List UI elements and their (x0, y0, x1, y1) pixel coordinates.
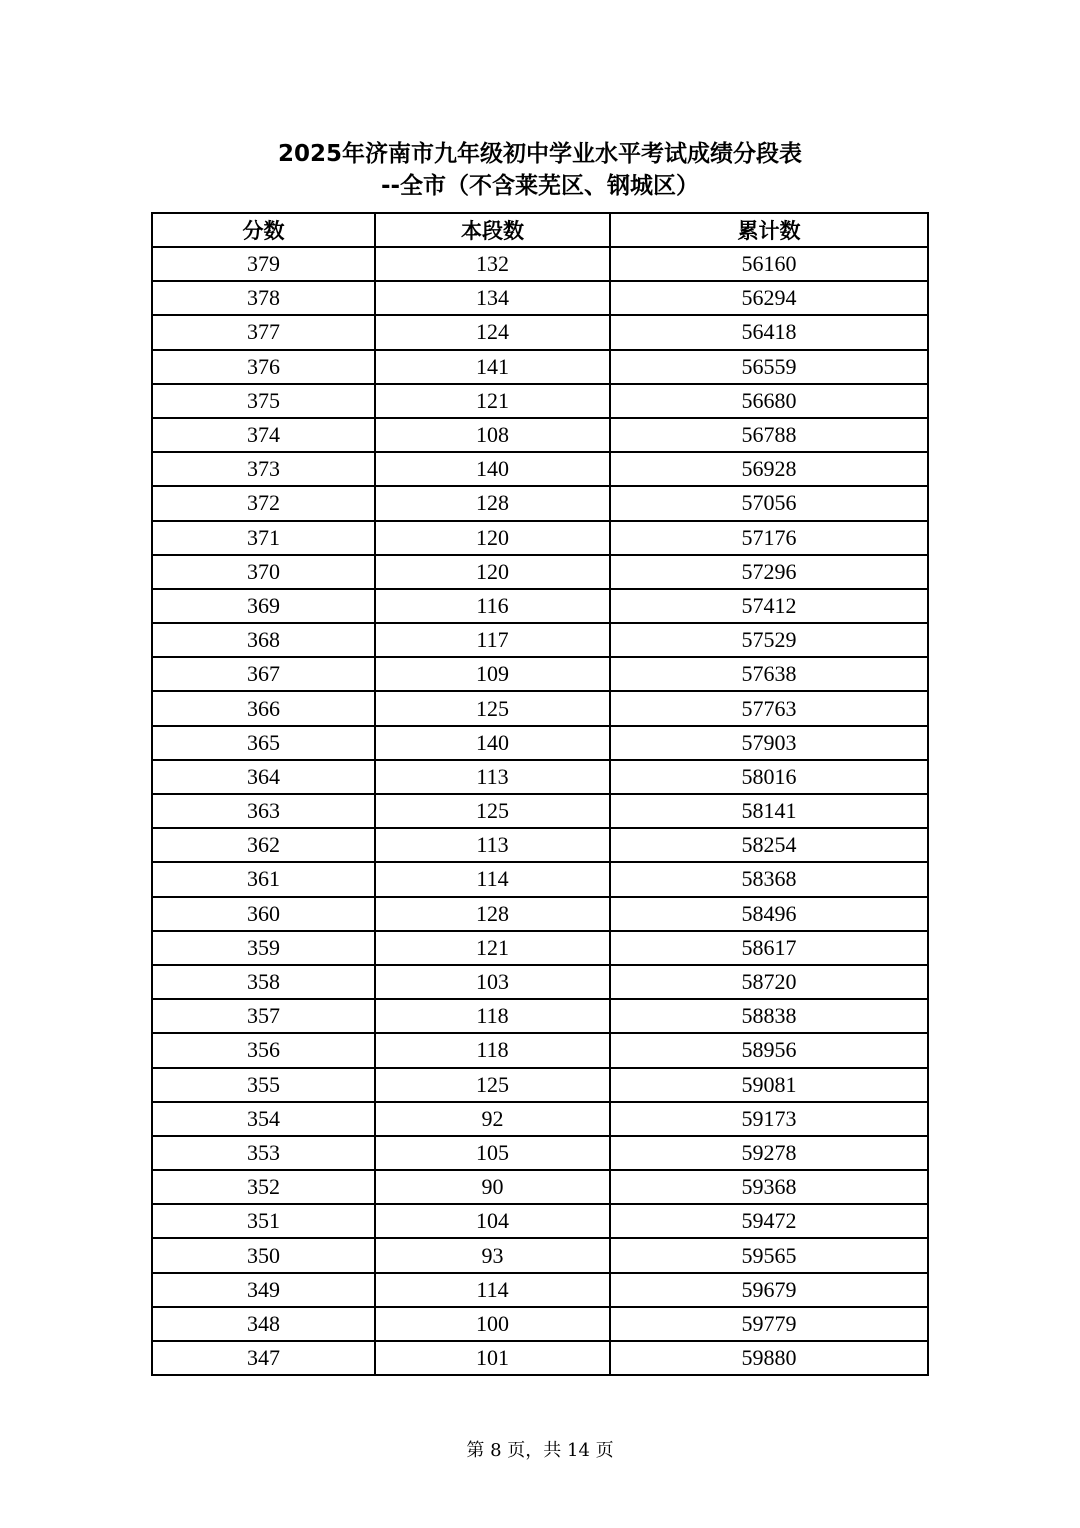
cell-cumulative-count: 58016 (610, 760, 928, 794)
table-row (152, 828, 928, 862)
table-row (152, 247, 928, 281)
cell-score: 356 (152, 1033, 375, 1067)
table-row (152, 1341, 928, 1375)
cell-segment-count: 105 (375, 1136, 610, 1170)
cell-cumulative-count: 56559 (610, 350, 928, 384)
cell-cumulative-count: 57412 (610, 589, 928, 623)
cell-segment-count: 125 (375, 794, 610, 828)
cell-cumulative-count: 58720 (610, 965, 928, 999)
table-row (152, 794, 928, 828)
cell-cumulative-count: 59880 (610, 1341, 928, 1375)
cell-score: 377 (152, 315, 375, 349)
table-row (152, 1307, 928, 1341)
cell-segment-count: 117 (375, 623, 610, 657)
cell-segment-count: 92 (375, 1102, 610, 1136)
table-row (152, 1102, 928, 1136)
cell-segment-count: 118 (375, 999, 610, 1033)
cell-score: 354 (152, 1102, 375, 1136)
cell-score: 350 (152, 1238, 375, 1272)
title-line-2: --全市（不含莱芜区、钢城区） (380, 173, 700, 199)
table-row (152, 281, 928, 315)
cell-segment-count: 120 (375, 555, 610, 589)
cell-score: 359 (152, 931, 375, 965)
cell-segment-count: 100 (375, 1307, 610, 1341)
header-cumulative-count: 累计数 (610, 213, 928, 247)
document-title (0, 138, 1080, 202)
title-line-1: 2025年济南市九年级初中学业水平考试成绩分段表 (277, 141, 802, 167)
cell-score: 373 (152, 452, 375, 486)
cell-segment-count: 132 (375, 247, 610, 281)
cell-score: 352 (152, 1170, 375, 1204)
cell-cumulative-count: 59679 (610, 1273, 928, 1307)
cell-segment-count: 141 (375, 350, 610, 384)
cell-cumulative-count: 58254 (610, 828, 928, 862)
cell-segment-count: 121 (375, 931, 610, 965)
cell-segment-count: 101 (375, 1341, 610, 1375)
cell-score: 351 (152, 1204, 375, 1238)
cell-score: 369 (152, 589, 375, 623)
cell-cumulative-count: 56788 (610, 418, 928, 452)
table-row (152, 1204, 928, 1238)
cell-score: 364 (152, 760, 375, 794)
header-score: 分数 (152, 213, 375, 247)
cell-segment-count: 125 (375, 691, 610, 725)
cell-score: 347 (152, 1341, 375, 1375)
cell-segment-count: 90 (375, 1170, 610, 1204)
cell-score: 353 (152, 1136, 375, 1170)
cell-score: 368 (152, 623, 375, 657)
cell-segment-count: 104 (375, 1204, 610, 1238)
cell-segment-count: 140 (375, 726, 610, 760)
cell-score: 370 (152, 555, 375, 589)
table-row (152, 1136, 928, 1170)
cell-segment-count: 128 (375, 486, 610, 520)
cell-score: 375 (152, 384, 375, 418)
cell-score: 362 (152, 828, 375, 862)
cell-cumulative-count: 57176 (610, 521, 928, 555)
cell-score: 372 (152, 486, 375, 520)
cell-cumulative-count: 57638 (610, 657, 928, 691)
cell-segment-count: 118 (375, 1033, 610, 1067)
cell-score: 357 (152, 999, 375, 1033)
table-row (152, 897, 928, 931)
cell-cumulative-count: 59368 (610, 1170, 928, 1204)
table-row (152, 384, 928, 418)
cell-score: 355 (152, 1068, 375, 1102)
table-row (152, 999, 928, 1033)
cell-segment-count: 134 (375, 281, 610, 315)
table-row (152, 1273, 928, 1307)
header-segment-count: 本段数 (375, 213, 610, 247)
cell-cumulative-count: 59565 (610, 1238, 928, 1272)
cell-cumulative-count: 59278 (610, 1136, 928, 1170)
table-row (152, 1033, 928, 1067)
cell-segment-count: 125 (375, 1068, 610, 1102)
cell-score: 366 (152, 691, 375, 725)
cell-cumulative-count: 57529 (610, 623, 928, 657)
table-row (152, 657, 928, 691)
table-row (152, 931, 928, 965)
table-row (152, 623, 928, 657)
cell-cumulative-count: 57903 (610, 726, 928, 760)
cell-cumulative-count: 56680 (610, 384, 928, 418)
cell-segment-count: 114 (375, 862, 610, 896)
table-row (152, 1068, 928, 1102)
cell-cumulative-count: 59779 (610, 1307, 928, 1341)
cell-score: 376 (152, 350, 375, 384)
cell-segment-count: 113 (375, 760, 610, 794)
table-row (152, 589, 928, 623)
table-row (152, 486, 928, 520)
table-body (152, 247, 928, 1375)
table-row (152, 418, 928, 452)
table-row (152, 555, 928, 589)
cell-cumulative-count: 59173 (610, 1102, 928, 1136)
cell-cumulative-count: 57056 (610, 486, 928, 520)
cell-score: 348 (152, 1307, 375, 1341)
cell-cumulative-count: 58141 (610, 794, 928, 828)
cell-score: 379 (152, 247, 375, 281)
cell-cumulative-count: 57763 (610, 691, 928, 725)
cell-cumulative-count: 59472 (610, 1204, 928, 1238)
table-row (152, 691, 928, 725)
cell-segment-count: 109 (375, 657, 610, 691)
cell-score: 378 (152, 281, 375, 315)
table-row (152, 862, 928, 896)
cell-segment-count: 121 (375, 384, 610, 418)
cell-cumulative-count: 56418 (610, 315, 928, 349)
cell-segment-count: 114 (375, 1273, 610, 1307)
cell-segment-count: 128 (375, 897, 610, 931)
cell-cumulative-count: 58956 (610, 1033, 928, 1067)
cell-segment-count: 120 (375, 521, 610, 555)
table-row (152, 1238, 928, 1272)
table-row (152, 726, 928, 760)
cell-cumulative-count: 58496 (610, 897, 928, 931)
cell-score: 349 (152, 1273, 375, 1307)
cell-score: 358 (152, 965, 375, 999)
cell-cumulative-count: 59081 (610, 1068, 928, 1102)
cell-score: 363 (152, 794, 375, 828)
cell-segment-count: 124 (375, 315, 610, 349)
cell-cumulative-count: 58838 (610, 999, 928, 1033)
table-header-row (152, 213, 928, 247)
table-row (152, 350, 928, 384)
cell-segment-count: 140 (375, 452, 610, 486)
cell-score: 367 (152, 657, 375, 691)
cell-segment-count: 113 (375, 828, 610, 862)
cell-cumulative-count: 56928 (610, 452, 928, 486)
cell-segment-count: 116 (375, 589, 610, 623)
table-row (152, 452, 928, 486)
cell-cumulative-count: 58617 (610, 931, 928, 965)
cell-cumulative-count: 57296 (610, 555, 928, 589)
cell-cumulative-count: 56160 (610, 247, 928, 281)
cell-cumulative-count: 58368 (610, 862, 928, 896)
table-row (152, 315, 928, 349)
table-row (152, 965, 928, 999)
score-distribution-table (151, 212, 929, 1376)
cell-score: 371 (152, 521, 375, 555)
table-row (152, 521, 928, 555)
table-row (152, 760, 928, 794)
cell-segment-count: 103 (375, 965, 610, 999)
cell-score: 361 (152, 862, 375, 896)
cell-score: 374 (152, 418, 375, 452)
cell-cumulative-count: 56294 (610, 281, 928, 315)
page-footer: 第 8 页，共 14 页 (466, 1440, 614, 1461)
cell-segment-count: 93 (375, 1238, 610, 1272)
cell-score: 365 (152, 726, 375, 760)
table-row (152, 1170, 928, 1204)
cell-segment-count: 108 (375, 418, 610, 452)
cell-score: 360 (152, 897, 375, 931)
